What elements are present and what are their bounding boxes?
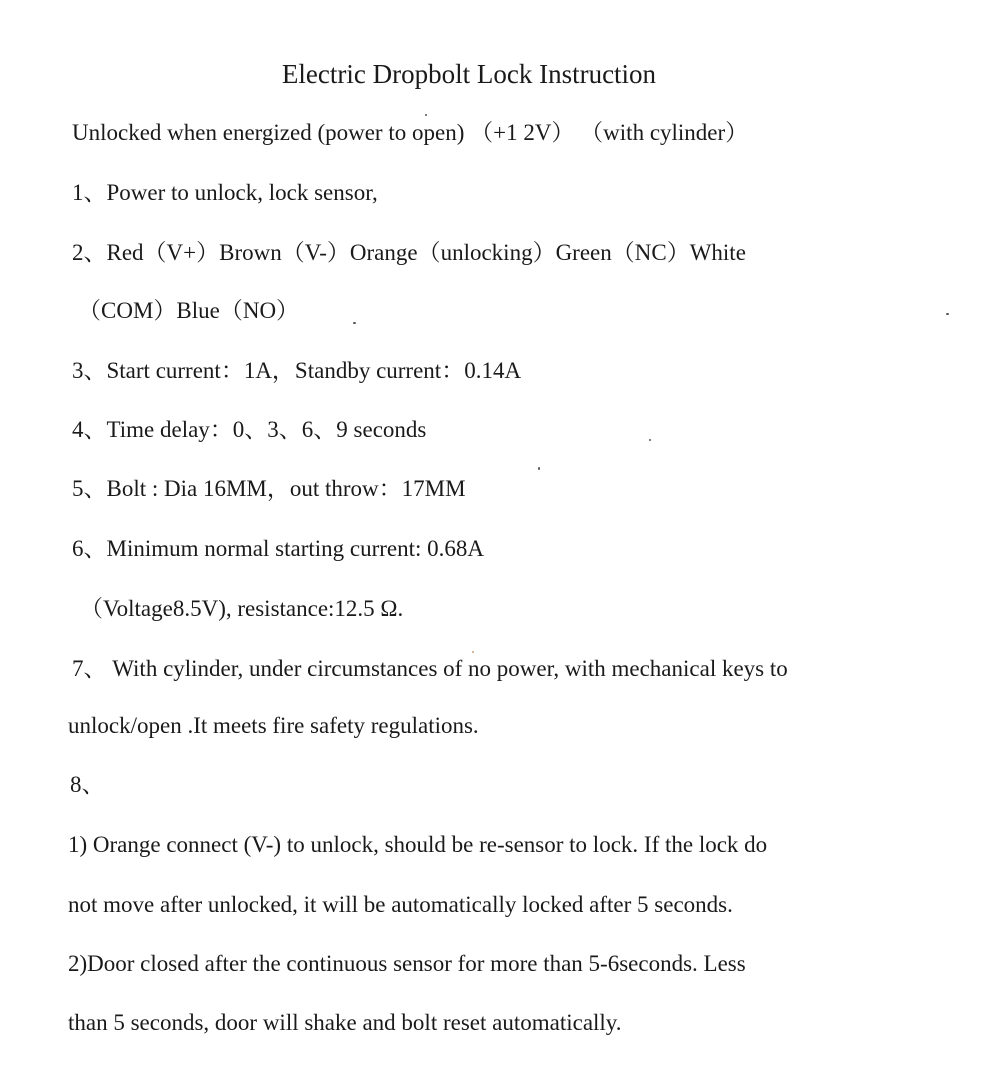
subtitle-line: Unlocked when energized (power to open) （+1 2V） （with cylinder） [72, 120, 749, 145]
item-3-current: 3、Start current：1A，Standby current：0.14A [72, 358, 522, 383]
scan-speck [353, 322, 356, 324]
item-5-bolt: 5、Bolt : Dia 16MM，out throw：17MM [72, 476, 466, 501]
item-6-voltage: （Voltage8.5V), resistance:12.5 Ω. [80, 596, 404, 621]
item-4-time-delay: 4、Time delay：0、3、6、9 seconds [72, 417, 427, 442]
item-6-min-current: 6、Minimum normal starting current: 0.68A [72, 536, 485, 561]
item-8-point-1: 1) Orange connect (V-) to unlock, should be re-sensor to lock. If the lock do [68, 832, 768, 857]
scan-speck [649, 439, 651, 441]
document-title: Electric Dropbolt Lock Instruction [281, 59, 657, 89]
scan-speck [472, 651, 474, 653]
scan-speck [425, 114, 427, 116]
item-2-wire-colors-cont: （COM）Blue（NO） [78, 298, 300, 323]
scan-speck [946, 313, 949, 315]
item-8-point-1-cont: not move after unlocked, it will be automatically locked after 5 seconds. [68, 892, 733, 917]
item-7-cont: unlock/open .It meets fire safety regulations. [68, 713, 479, 738]
item-2-wire-colors: 2、Red（V+）Brown（V-）Orange（unlocking）Green（NC）White [72, 240, 746, 265]
item-1: 1、Power to unlock, lock sensor, [72, 180, 378, 205]
item-8-label: 8、 [70, 772, 105, 797]
item-8-point-2-cont: than 5 seconds, door will shake and bolt reset automatically. [68, 1010, 622, 1035]
item-7-cylinder: 7、 With cylinder, under circumstances of no power, with mechanical keys to [72, 656, 788, 681]
item-8-point-2: 2)Door closed after the continuous sensor for more than 5-6seconds. Less [68, 951, 746, 976]
scan-speck [538, 467, 540, 470]
